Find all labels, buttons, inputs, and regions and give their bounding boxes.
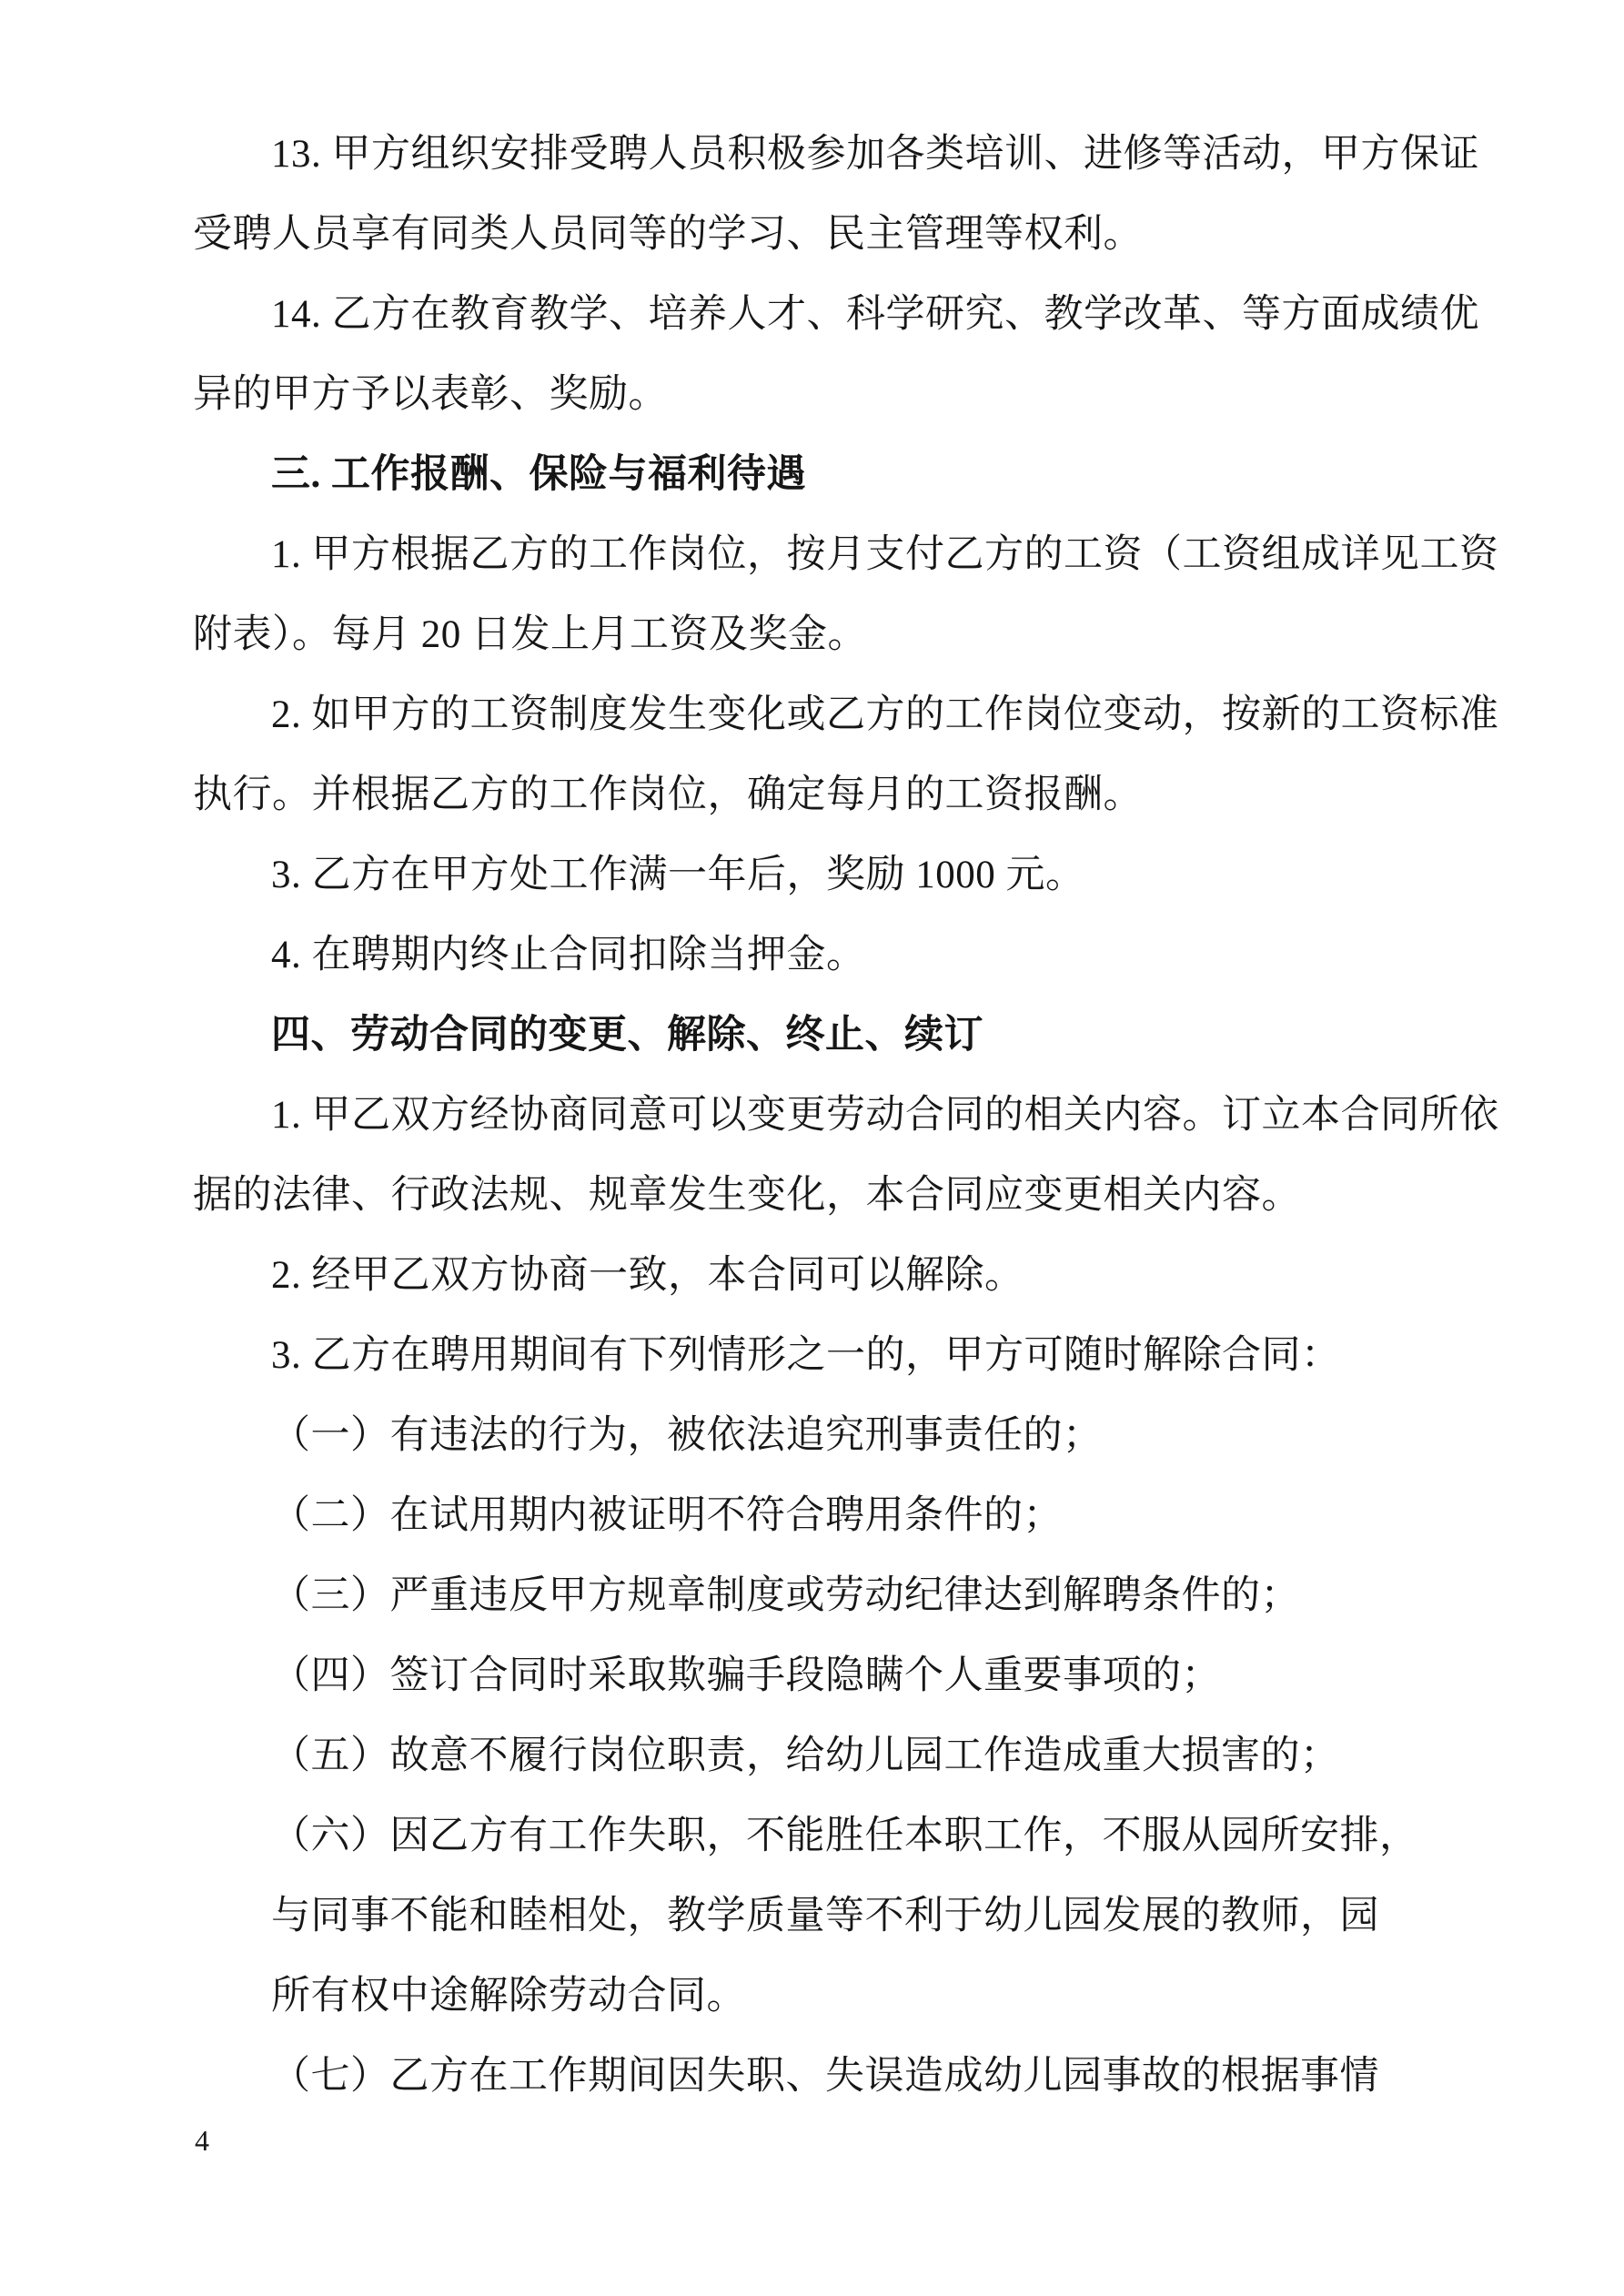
text-line: 执行。并根据乙方的工作岗位，确定每月的工资报酬。	[193, 774, 1143, 816]
text-line: （五）故意不履行岗位职责，给幼儿园工作造成重大损害的；	[271, 1735, 1340, 1777]
text-line: 所有权中途解除劳动合同。	[271, 1975, 746, 2018]
text-line: （七）乙方在工作期间因失职、失误造成幼儿园事故的根据事情	[271, 2055, 1379, 2098]
text-line: 3. 乙方在聘用期间有下列情形之一的，甲方可随时解除合同：	[271, 1334, 1341, 1377]
text-line: 14. 乙方在教育教学、培养人才、科学研究、教学改革、等方面成绩优	[271, 293, 1479, 336]
text-line: 4. 在聘期内终止合同扣除当押金。	[271, 934, 866, 976]
text-line: （二）在试用期内被证明不符合聘用条件的；	[271, 1494, 1063, 1537]
text-line: （四）签订合同时采取欺骗手段隐瞒个人重要事项的；	[271, 1654, 1221, 1697]
text-line: 1. 甲方根据乙方的工作岗位，按月支付乙方的工资（工资组成详见工资	[271, 533, 1499, 576]
text-line: （一）有违法的行为，被依法追究刑事责任的；	[271, 1414, 1103, 1457]
section-heading: 四、劳动合同的变更、解除、终止、续订	[271, 1014, 983, 1057]
text-line: 2. 如甲方的工资制度发生变化或乙方的工作岗位变动，按新的工资标准	[271, 693, 1499, 736]
document-body	[193, 115, 1512, 2117]
text-line: （三）严重违反甲方规章制度或劳动纪律达到解聘条件的；	[271, 1574, 1300, 1617]
text-line: 与同事不能和睦相处，教学质量等不利于幼儿园发展的教师，园	[271, 1895, 1379, 1937]
text-line: 附表）。每月 20 日发上月工资及奖金。	[193, 613, 867, 656]
page-number: 4	[195, 2124, 209, 2157]
section-heading: 三. 工作报酬、保险与福利待遇	[271, 453, 806, 496]
text-line: 受聘人员享有同类人员同等的学习、民主管理等权利。	[193, 213, 1143, 256]
text-line: 异的甲方予以表彰、奖励。	[193, 373, 668, 416]
text-line: 1. 甲乙双方经协商同意可以变更劳动合同的相关内容。订立本合同所依	[271, 1094, 1499, 1137]
text-line: 2. 经甲乙双方协商一致，本合同可以解除。	[271, 1254, 1024, 1297]
text-line: 据的法律、行政法规、规章发生变化，本合同应变更相关内容。	[193, 1174, 1301, 1217]
text-line: 13. 甲方组织安排受聘人员积极参加各类培训、进修等活动，甲方保证	[271, 133, 1479, 176]
text-line: （六）因乙方有工作失职，不能胜任本职工作，不服从园所安排，	[271, 1815, 1419, 1857]
text-line: 3. 乙方在甲方处工作满一年后，奖励 1000 元。	[271, 854, 1085, 896]
